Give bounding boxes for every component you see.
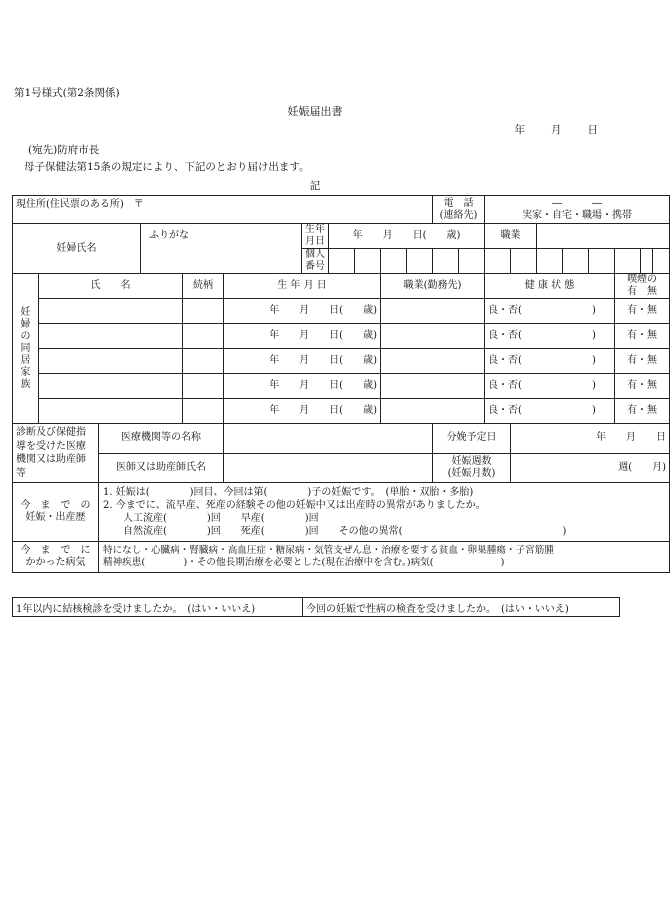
std-screening-question[interactable]: 今回の妊娠で性病の検査を受けましたか。 (はい・いいえ) — [303, 598, 620, 617]
member-birth-field[interactable]: 年 月 日( 歳) — [224, 374, 381, 399]
id-digit[interactable] — [329, 249, 355, 274]
history-line-4: 自然流産( )回 死産( )回 その他の異常( ) — [123, 526, 567, 537]
due-date-label: 分娩予定日 — [433, 424, 511, 454]
disease-line-2: 精神疾患( )・その他長期治療を必要とした(現在治療中を含む。)病気( ) — [103, 557, 505, 568]
member-job-field[interactable] — [381, 374, 485, 399]
member-birth-field[interactable]: 年 月 日( 歳) — [224, 399, 381, 424]
household-side-label: 妊婦の同居家族 — [13, 274, 39, 424]
statement: 母子保健法第15条の規定により、下記のとおり届け出ます。 — [24, 161, 310, 173]
col-relation-header: 続柄 — [183, 274, 224, 299]
institution-label: 医療機関等の名称 — [99, 424, 224, 454]
due-date-field[interactable]: 年 月 日 — [511, 424, 670, 454]
member-smoking-field[interactable]: 有・無 — [615, 399, 670, 424]
table-row — [13, 324, 670, 349]
col-birth-header: 生 年 月 日 — [224, 274, 381, 299]
member-job-field[interactable] — [381, 324, 485, 349]
phone-label: 電 話 (連絡先) — [433, 196, 485, 224]
member-relation-field[interactable] — [183, 349, 224, 374]
doctor-label: 医師又は助産師氏名 — [99, 453, 224, 483]
addressee: (宛先)防府市長 — [28, 144, 100, 156]
pregnant-name-label: 妊婦氏名 — [13, 224, 141, 274]
medical-side-label: 診断及び保健指導を受けた医療機関又は助産師等 — [13, 424, 99, 483]
weeks-label: 妊娠週数 (妊娠月数) — [433, 453, 511, 483]
id-digit[interactable] — [615, 249, 641, 274]
member-name-field[interactable] — [39, 349, 183, 374]
member-job-field[interactable] — [381, 349, 485, 374]
member-job-field[interactable] — [381, 299, 485, 324]
history-label: 今 ま で の 妊娠・出産歴 — [13, 483, 99, 542]
member-name-field[interactable] — [39, 399, 183, 424]
date-month: 月 — [551, 124, 562, 136]
member-relation-field[interactable] — [183, 299, 224, 324]
birthdate-label: 生年月日 — [302, 224, 329, 249]
member-health-field[interactable]: 良・否( ) — [485, 324, 615, 349]
history-line-2: 2. 今までに、流早産、死産の経験その他の妊娠中又は出産時の異常がありましたか。 — [103, 500, 486, 511]
id-digit[interactable] — [641, 249, 653, 274]
table-row — [13, 374, 670, 399]
id-digit[interactable] — [459, 249, 485, 274]
member-health-field[interactable]: 良・否( ) — [485, 374, 615, 399]
job-label: 職業 — [485, 224, 537, 249]
id-digit[interactable] — [355, 249, 381, 274]
member-birth-field[interactable]: 年 月 日( 歳) — [224, 324, 381, 349]
birthdate-field[interactable]: 年 月 日( 歳) — [329, 224, 485, 249]
member-job-field[interactable] — [381, 399, 485, 424]
member-smoking-field[interactable]: 有・無 — [615, 349, 670, 374]
col-smoking-header: 喫煙の 有 無 — [615, 274, 670, 299]
id-digit[interactable] — [653, 249, 670, 274]
member-name-field[interactable] — [39, 374, 183, 399]
member-relation-field[interactable] — [183, 399, 224, 424]
col-health-header: 健 康 状 態 — [485, 274, 615, 299]
disease-field[interactable] — [99, 542, 670, 573]
disease-line-1: 特になし・心臓病・腎臓病・高血圧症・糖尿病・気管支ぜん息・治療を要する貧血・卵巣腫瘍・子宮筋腫 — [103, 544, 554, 556]
col-job-header: 職業(勤務先) — [381, 274, 485, 299]
id-digit[interactable] — [537, 249, 563, 274]
table-row — [13, 299, 670, 324]
id-digit[interactable] — [381, 249, 407, 274]
screening-questions — [12, 597, 620, 617]
date-year: 年 — [514, 124, 525, 136]
id-number-label: 個人番号 — [302, 249, 329, 274]
id-digit[interactable] — [563, 249, 589, 274]
ki-marker: 記 — [309, 180, 321, 192]
member-name-field[interactable] — [39, 324, 183, 349]
member-smoking-field[interactable]: 有・無 — [615, 374, 670, 399]
member-smoking-field[interactable]: 有・無 — [615, 299, 670, 324]
date-day: 日 — [587, 124, 598, 136]
furigana-label: ふりがな — [149, 230, 189, 241]
member-name-field[interactable] — [39, 299, 183, 324]
disease-label: 今 ま で に かかった病気 — [13, 542, 99, 573]
id-digit[interactable] — [485, 249, 511, 274]
history-field[interactable] — [99, 483, 670, 542]
history-line-3: 人工流産( )回 早産( )回 — [123, 513, 319, 524]
member-health-field[interactable]: 良・否( ) — [485, 299, 615, 324]
member-relation-field[interactable] — [183, 374, 224, 399]
institution-field[interactable] — [224, 424, 433, 454]
pregnant-name-field[interactable] — [141, 224, 302, 274]
doctor-field[interactable] — [224, 453, 433, 483]
member-birth-field[interactable]: 年 月 日( 歳) — [224, 299, 381, 324]
table-row — [13, 399, 670, 424]
tb-screening-question[interactable]: 1年以内に結核検診を受けましたか。 (はい・いいえ) — [13, 598, 303, 617]
table-row — [13, 349, 670, 374]
member-health-field[interactable]: 良・否( ) — [485, 349, 615, 374]
member-relation-field[interactable] — [183, 324, 224, 349]
document-title: 妊娠届出書 — [287, 105, 343, 118]
job-field[interactable] — [537, 224, 670, 249]
member-health-field[interactable]: 良・否( ) — [485, 399, 615, 424]
form-number: 第1号様式(第2条関係) — [14, 87, 120, 99]
history-line-1: 1. 妊娠は( )回目、今回は第( )子の妊娠です。 (単胎・双胎・多胎) — [103, 487, 474, 498]
id-digit[interactable] — [407, 249, 433, 274]
member-smoking-field[interactable]: 有・無 — [615, 324, 670, 349]
submission-date — [489, 125, 599, 136]
weeks-field[interactable]: 週( 月) — [511, 453, 670, 483]
id-digit[interactable] — [511, 249, 537, 274]
address-field[interactable]: 現住所(住民票のある所) 〒 — [13, 196, 433, 224]
col-name-header: 氏 名 — [39, 274, 183, 299]
id-digit[interactable] — [433, 249, 459, 274]
main-form-table — [12, 195, 670, 573]
phone-field[interactable]: ― ― 実家・自宅・職場・携帯 — [485, 196, 670, 224]
member-birth-field[interactable]: 年 月 日( 歳) — [224, 349, 381, 374]
id-digit[interactable] — [589, 249, 615, 274]
